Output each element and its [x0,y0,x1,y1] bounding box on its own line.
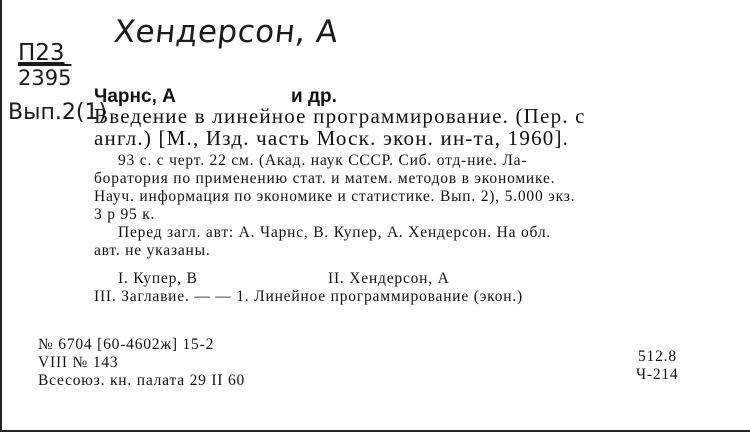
handwritten-shelfmark-bottom: 2395 [18,66,72,90]
card-number: № 6704 [60-4602ж] 15-2 [38,336,215,353]
handwritten-author: Хендерсон, А [112,14,340,50]
title-line-2: англ.) [М., Изд. часть Моск. экон. ин-та, 1960]. [94,126,570,150]
author-mark: Ч-214 [636,366,679,383]
book-chamber: Всесоюз. кн. палата 29 II 60 [38,372,246,389]
tracing-line-2: III. Заглавие. — — 1. Линейное программирование (экон.) [94,288,523,305]
collation-line-3: Науч. информация по экономике и статистике. Вып. 2), 5.000 экз. [94,188,576,205]
collation-line-1: 93 с. с черт. 22 см. (Акад. наук СССР. Сиб. отд-ние. Ла- [118,152,528,169]
note-line-2: авт. не указаны. [94,242,211,259]
note-line-1: Перед загл. авт: А. Чарнс, В. Купер, А. Хендерсон. На обл. [118,224,552,241]
tracing-added-entry-1: I. Купер, В [118,270,198,287]
tracing-added-entry-2: II. Хендерсон, А [328,270,450,287]
title-line-1: Введение в линейное программирование. (Пер. с [94,104,586,128]
handwritten-issue: Вып.2(1) [8,100,107,125]
collation-line-4: 3 р 95 к. [94,206,156,223]
heading-etal: и др. [291,86,337,107]
collation-line-2: боратория по применению стат. и матем. методов в экономике. [94,170,556,187]
heading-author: Чарнс, А [94,86,176,107]
classification-code: 512.8 [638,348,677,365]
volume-number: VIII № 143 [38,354,119,371]
handwritten-shelfmark-top: П23 [18,40,65,66]
